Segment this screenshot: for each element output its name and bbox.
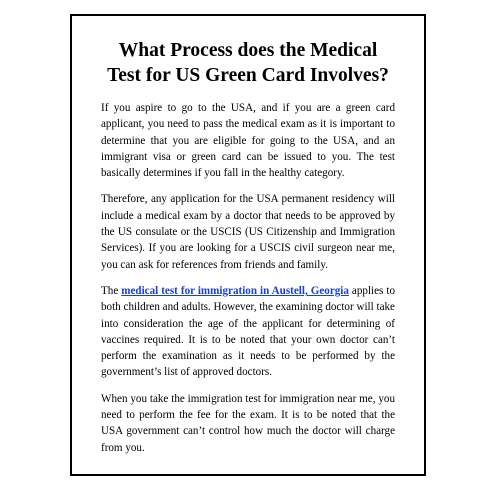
paragraph-3 [101,283,395,381]
page-title: What Process does the Medical Test for US Green Card Involves? [107,40,389,86]
document-body [101,38,395,466]
paragraph-4: When you take the immigration test for immigration near me, you need to perform the fee for the exam. It is to be noted that the USA government can’t control how much the doctor will charge from you. [101,392,395,454]
medical-test-link[interactable]: medical test for immigration in Austell, Georgia [121,284,349,297]
paragraph-2: Therefore, any application for the USA permanent residency will include a medical exam by a doctor that needs to be approved by the US consulate or the USCIS (US Citizenship and Immigration Services). If you are looking for a USCIS civil surgeon near me, you can ask for references from friends and family. [101,193,395,271]
paragraph-3-lead: The [101,284,122,297]
paragraph-3-rest: applies to both children and adults. However, the examining doctor will take into consideration the age of the applicant for determining of vaccines required. It is to be noted that your own doctor can’t perform the examination as it needs to be performed by the government’s list of approved doctors. [101,284,395,379]
paragraph-1: If you aspire to go to the USA, and if you are a green card applicant, you need to pass the medical exam as it is important to determine that you are eligible for going to the USA, and an immigrant visa or green card can be issued to you. The test basically determines if you fall in the healthy category. [101,102,395,180]
